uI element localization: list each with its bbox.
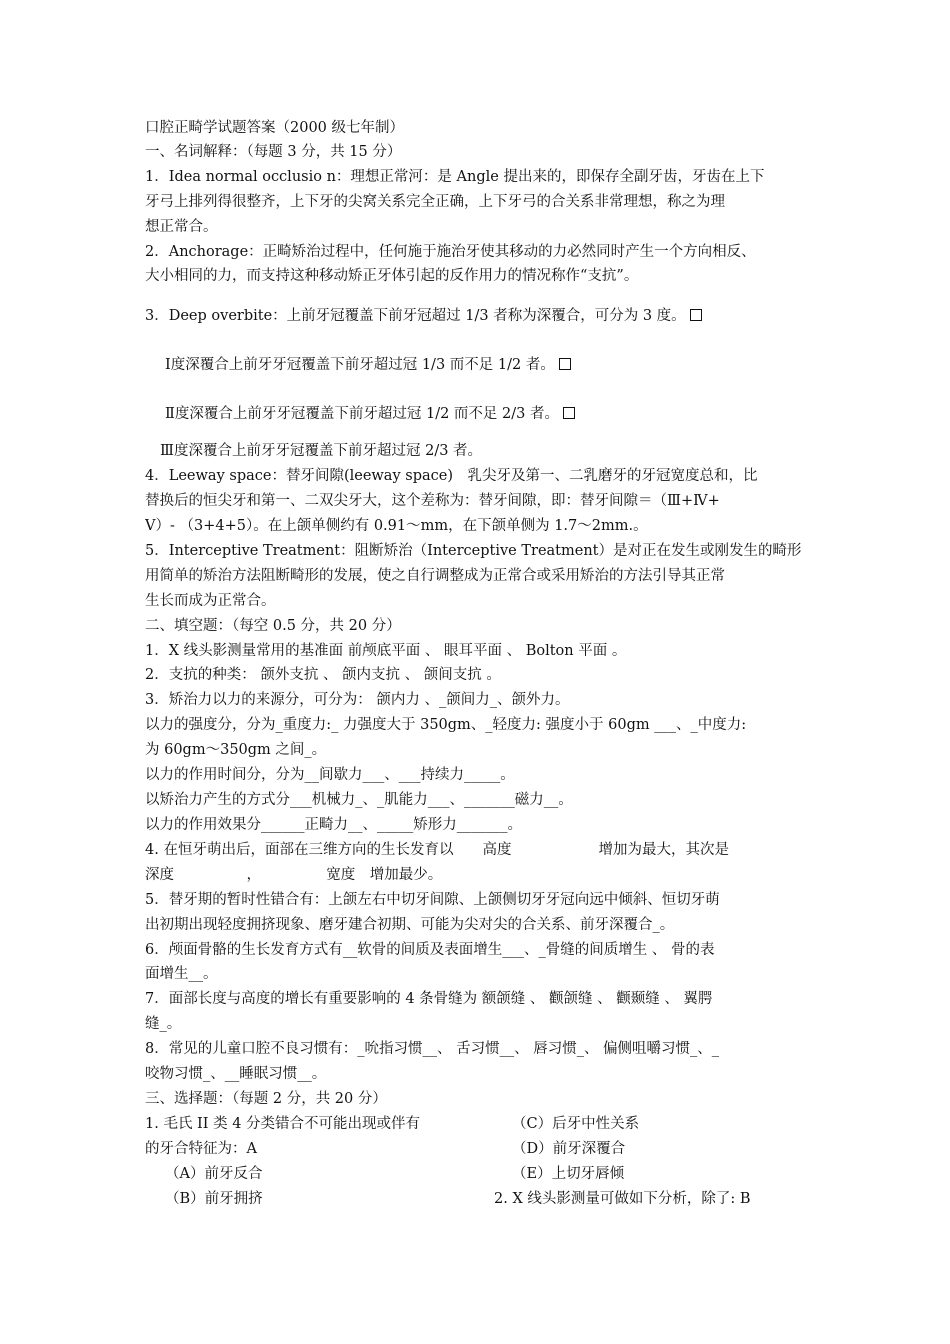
choice-1-option-a: （A）前牙反合 (165, 1166, 263, 1182)
fill-4-line-1: 4. 在恒牙萌出后，面部在三维方向的生长发育以 高度 增加为最大，其次是 (145, 842, 729, 858)
answer-5-line-3: 生长而成为正常合。 (145, 593, 276, 609)
section-3-heading: 三、选择题：（每题 2 分，共 20 分） (145, 1091, 387, 1107)
fill-3-effect: 以力的作用效果分______正畸力__、_____矫形力_______。 (145, 817, 522, 833)
fill-3-method: 以矫治力产生的方式分___机械力_、_肌能力___、_______磁力__。 (145, 792, 573, 808)
answer-1-line-1: 1．Idea normal occlusio n：理想正常河：是 Angle 提出来的，即保存全副牙齿，牙齿在上下 (145, 169, 765, 185)
answer-3-degree-2 (165, 404, 830, 424)
choice-1-stem-line-1: 1. 毛氏 II 类 4 分类错合不可能出现或伴有 (145, 1116, 421, 1132)
answer-3-line (145, 306, 810, 326)
answer-2-line-1: 2．Anchorage：正畸矫治过程中，任何施于施治牙使其移动的力必然同时产生一个方向相反、 (145, 244, 756, 260)
choice-1-option-b: （B）前牙拥挤 (165, 1191, 263, 1207)
answer-4-line-1: 4．Leeway space：替牙间隙(leeway space) 乳尖牙及第一、二乳磨牙的牙冠宽度总和，比 (145, 468, 758, 484)
choice-1-option-e: （E）上切牙唇倾 (512, 1166, 625, 1182)
fill-6-line-2: 面增生__。 (145, 966, 218, 982)
fill-3-strength-line-2: 为 60gm～350gm 之间_。 (145, 742, 327, 758)
answer-5-line-1: 5．Interceptive Treatment：阻断矫治（Interceptive Treatment）是对正在发生或刚发生的畸形 (145, 543, 802, 559)
fill-3: 3．矫治力以力的来源分，可分为： 颌内力 、_颌间力_、颌外力。 (145, 692, 570, 708)
section-2-heading: 二、填空题：（每空 0.5 分，共 20 分） (145, 618, 401, 634)
answer-3-degree-1 (165, 355, 830, 375)
fill-5-line-1: 5．替牙期的暂时性错合有：上颌左右中切牙间隙、上颌侧切牙牙冠向远中倾斜、恒切牙萌 (145, 892, 720, 908)
answer-3-text: 3．Deep overbite：上前牙冠覆盖下前牙冠超过 1/3 者称为深覆合，可分为 3 度。 (145, 308, 686, 324)
choice-1-option-c: （C）后牙中性关系 (512, 1116, 640, 1132)
fill-8-line-1: 8．常见的儿童口腔不良习惯有：_吮指习惯__、 舌习惯__、 唇习惯_、 偏侧咀嚼习惯_、_ (145, 1041, 720, 1057)
answer-5-line-2: 用简单的矫治方法阻断畸形的发展，使之自行调整成为正常合或采用矫治的方法引导其正常 (145, 568, 725, 584)
fill-7-line-2: 缝_。 (145, 1016, 182, 1032)
choice-2-stem: 2. X 线头影测量可做如下分析，除了: B (494, 1191, 751, 1207)
fill-6-line-1: 6．颅面骨骼的生长发育方式有__软骨的间质及表面增生___、_骨缝的间质增生 、 骨的表 (145, 942, 715, 958)
choice-1-stem-line-2: 的牙合特征为：A (145, 1141, 257, 1157)
answer-2-line-2: 大小相同的力，而支持这种移动矫正牙体引起的反作用力的情况称作“支抗”。 (145, 268, 639, 284)
checkbox-glyph (559, 358, 571, 370)
answer-4-line-2: 替换后的恒尖牙和第一、二双尖牙大，这个差称为：替牙间隙，即：替牙间隙＝（Ⅲ+Ⅳ+ (145, 493, 720, 509)
answer-1-line-3: 想正常合。 (145, 219, 218, 235)
fill-5-line-2: 出初期出现轻度拥挤现象、磨牙建合初期、可能为尖对尖的合关系、前牙深覆合_。 (145, 917, 675, 933)
fill-3-strength-line-1: 以力的强度分，分为_重度力:_ 力强度大于 350gm、_轻度力: 强度小于 60gm ___、_中度力: (145, 717, 747, 733)
fill-2: 2．支抗的种类： 颌外支抗 、 颌内支抗 、 颌间支抗 。 (145, 667, 501, 683)
fill-3-time: 以力的作用时间分，分为__间歇力___、___持续力_____。 (145, 767, 515, 783)
fill-7-line-1: 7．面部长度与高度的增长有重要影响的 4 条骨缝为 额颌缝 、 颧颌缝 、 颧颞缝 、 翼腭 (145, 991, 713, 1007)
section-1-heading: 一、名词解释：（每题 3 分，共 15 分） (145, 144, 402, 160)
fill-8-line-2: 咬物习惯_、__睡眠习惯__。 (145, 1066, 327, 1082)
degree-2-text: Ⅱ度深覆合上前牙牙冠覆盖下前牙超过冠 1/2 而不足 2/3 者。 (165, 406, 559, 422)
checkbox-glyph (690, 309, 702, 321)
answer-1-line-2: 牙弓上排列得很整齐，上下牙的尖窝关系完全正确，上下牙弓的合关系非常理想，称之为理 (145, 194, 725, 210)
answer-3-degree-3: Ⅲ度深覆合上前牙牙冠覆盖下前牙超过冠 2/3 者。 (160, 443, 483, 459)
fill-1: 1．X 线头影测量常用的基准面 前颅底平面 、 眼耳平面 、 Bolton 平面 。 (145, 643, 627, 659)
fill-4-line-2: 深度 ， 宽度 增加最少。 (145, 867, 443, 883)
answer-4-line-3: Ⅴ）- （3+4+5）。在上颌单侧约有 0.91～mm，在下颌单侧为 1.7～2mm.。 (145, 518, 648, 534)
checkbox-glyph (563, 407, 575, 419)
choice-1-option-d: （D）前牙深覆合 (512, 1141, 626, 1157)
document-title: 口腔正畸学试题答案（2000 级七年制） (145, 120, 405, 136)
degree-1-text: Ⅰ度深覆合上前牙牙冠覆盖下前牙超过冠 1/3 而不足 1/2 者。 (165, 357, 555, 373)
